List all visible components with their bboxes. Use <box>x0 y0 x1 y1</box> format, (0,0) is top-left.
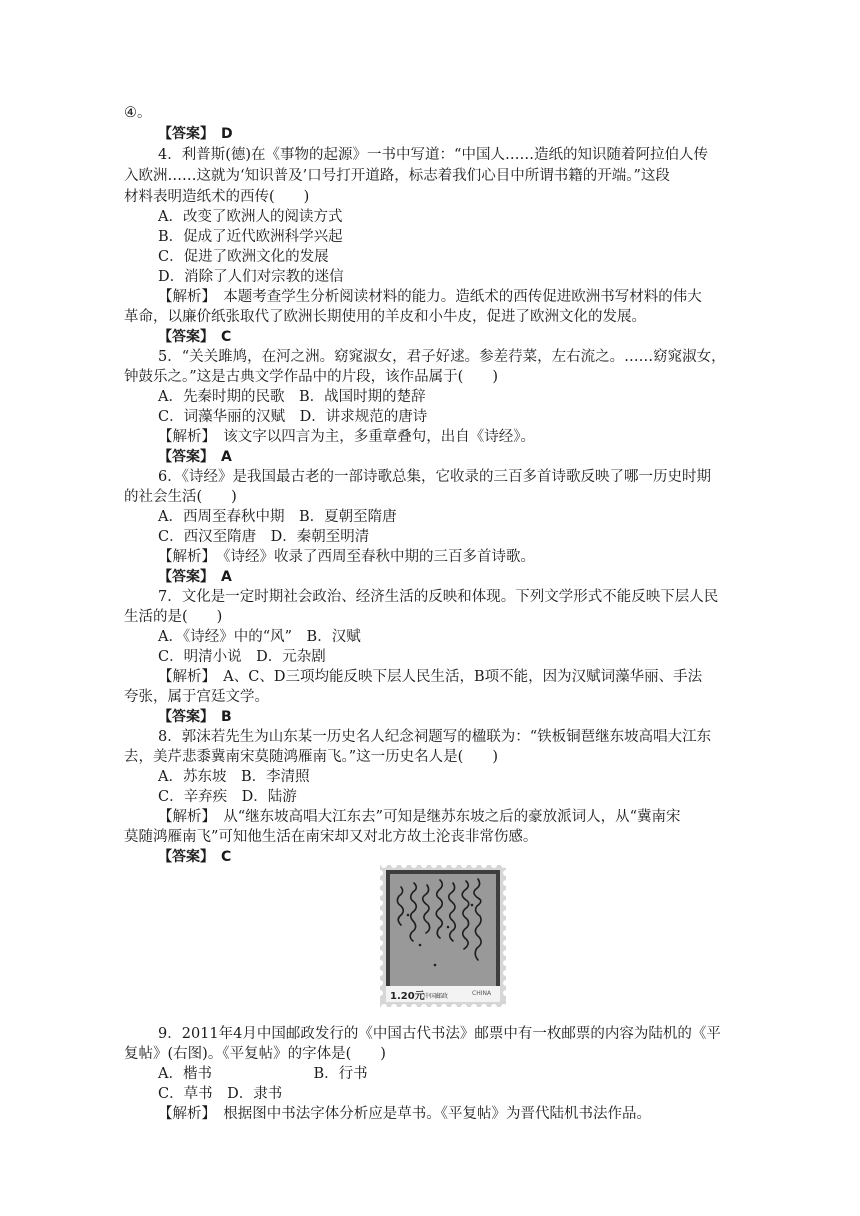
option-cd: C．草书 D．隶书 <box>158 1086 283 1102</box>
option-ab: A．苏东坡 B．李清照 <box>158 769 310 785</box>
answer-line: 【答案】 C <box>158 329 232 345</box>
option-ab: A．先秦时期的民歌 B．战国时期的楚辞 <box>158 389 426 405</box>
question-7-line: 生活的是( ) <box>124 609 223 625</box>
option-ab: A．《诗经》中的“风” B．汉赋 <box>158 629 361 645</box>
question-5-line: 5．“关关雎鸠，在河之洲。窈窕淑女，君子好逑。参差荇菜，左右流之。……窈窕淑女， <box>158 349 726 365</box>
explanation-line: 【解析】 该文字以四言为主，多重章叠句，出自《诗经》。 <box>158 429 535 445</box>
question-6-line: 6．《诗经》是我国最古老的一部诗歌总集，它收录的三百多首诗歌反映了哪一历史时期 <box>158 469 711 485</box>
question-9-line: 复帖》(右图)。《平复帖》的字体是( ) <box>124 1046 386 1062</box>
explanation-line: 【解析】 本题考查学生分析阅读材料的能力。造纸术的西传促进欧洲书写材料的伟大 <box>158 289 702 305</box>
option-cd: C．明清小说 D．元杂剧 <box>158 649 326 665</box>
question-8-line: 8．郭沫若先生为山东某一历史名人纪念祠题写的楹联为：“铁板铜琶继东坡高唱大江东 <box>158 729 712 745</box>
explanation-line: 莫随鸿雁南飞”可知他生活在南宋却又对北方故土沦丧非常伤感。 <box>124 829 538 845</box>
answer-line: 【答案】 B <box>158 709 232 725</box>
option-b: B．促成了近代欧洲科学兴起 <box>158 229 343 245</box>
answer-line: 【答案】 A <box>158 449 232 465</box>
question-4-line: 4．利普斯(德)在《事物的起源》一书中写道：“中国人……造纸的知识随着阿拉伯人传 <box>158 147 708 163</box>
option-ab: A．西周至春秋中期 B．夏朝至隋唐 <box>158 509 397 525</box>
option-c: C．促进了欧洲文化的发展 <box>158 249 329 265</box>
question-4-line: 入欧洲……这就为‘知识普及’口号打开道路，标志着我们心目中所谓书籍的开端。”这段 <box>124 168 670 184</box>
option-d: D．消除了人们对宗教的迷信 <box>158 269 344 285</box>
question-9-line: 9．2011年4月中国邮政发行的《中国古代书法》邮票中有一枚邮票的内容为陆机的《平 <box>158 1026 721 1042</box>
calligraphy-stamp-image <box>380 865 506 1007</box>
question-7-line: 7．文化是一定时期社会政治、经济生活的反映和体现。下列文学形式不能反映下层人民 <box>158 589 719 605</box>
svg-text:1.20元: 1.20元 <box>390 991 425 1002</box>
question-8-line: 去，美芹悲黍冀南宋莫随鸿雁南飞。”这一历史名人是( ) <box>124 749 498 765</box>
option-a: A．改变了欧洲人的阅读方式 <box>158 209 343 225</box>
answer-line: 【答案】 D <box>158 126 233 142</box>
explanation-line: 夸张，属于宫廷文学。 <box>124 689 269 705</box>
answer-line: 【答案】 A <box>158 569 232 585</box>
option-cd: C．词藻华丽的汉赋 D．讲求规范的唐诗 <box>158 409 428 425</box>
question-6-line: 的社会生活( ) <box>124 489 237 505</box>
option-cd: C．西汉至隋唐 D．秦朝至明清 <box>158 529 370 545</box>
explanation-line: 【解析】 A、C、D三项均能反映下层人民生活，B项不能，因为汉赋词藻华丽、手法 <box>158 669 703 685</box>
option-ab: A．楷书 B．行书 <box>158 1066 368 1082</box>
explanation-line: 革命，以廉价纸张取代了欧洲长期使用的羊皮和小牛皮，促进了欧洲文化的发展。 <box>124 309 646 325</box>
explanation-line: 【解析】 《诗经》收录了西周至春秋中期的三百多首诗歌。 <box>158 549 535 565</box>
explanation-line: 【解析】 从“继东坡高唱大江东去”可知是继苏东坡之后的豪放派词人，从“冀南宋 <box>158 809 681 825</box>
explanation-line: 【解析】 根据图中书法字体分析应是草书。《平复帖》为晋代陆机书法作品。 <box>158 1106 651 1122</box>
svg-text:中国邮政: 中国邮政 <box>424 993 449 1000</box>
option-cd: C．辛弃疾 D．陆游 <box>158 789 297 805</box>
answer-line: 【答案】 C <box>158 849 232 865</box>
svg-text:CHINA: CHINA <box>472 990 492 997</box>
question-4-line: 材料表明造纸术的西传( ) <box>124 189 310 205</box>
question-5-line: 钟鼓乐之。”这是古典文学作品中的片段，该作品属于( ) <box>124 369 498 385</box>
text-line: ④。 <box>124 105 152 121</box>
